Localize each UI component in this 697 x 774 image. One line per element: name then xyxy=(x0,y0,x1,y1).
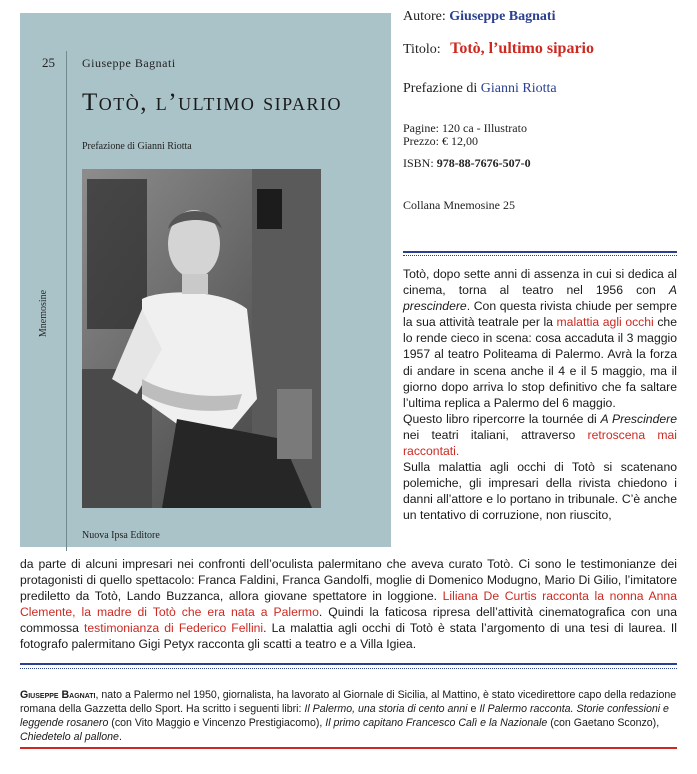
bio-name: Giuseppe Bagnati xyxy=(20,689,96,701)
text-run: . Quindi la faticosa ripresa dell’attività cinematografica con una commossa xyxy=(20,605,677,636)
collana-text: Collana Mnemosine 25 xyxy=(403,198,515,212)
text-run: A Prescindere xyxy=(600,411,677,426)
text-run: . Con questa rivista chiude per sempre la sua attività teatrale per la xyxy=(403,299,677,330)
isbn-label: ISBN: xyxy=(403,156,434,170)
price-text: Prezzo: € 12,00 xyxy=(403,134,478,148)
text-run: nei teatri italiani, attraverso xyxy=(403,427,588,442)
book-cover xyxy=(20,13,391,547)
text-run: (con Gaetano Sconzo), xyxy=(547,717,660,730)
title-label: Titolo: xyxy=(403,42,441,57)
preface-line xyxy=(403,81,557,97)
portrait-photo-icon xyxy=(82,169,321,508)
paragraph-1 xyxy=(403,266,677,411)
text-run: Totò, dopo sette anni di assenza in cui si dedica al cinema, torna al teatro nel 1956 con xyxy=(403,267,677,298)
preface-name: Gianni Riotta xyxy=(480,81,557,96)
text-run: Questo libro ripercorre la tournée di xyxy=(403,411,601,426)
cover-number: 25 xyxy=(42,55,55,70)
cover-series xyxy=(36,243,50,393)
divider-blue-bottom xyxy=(20,663,677,665)
cover-preface: Prefazione di Gianni Riotta xyxy=(82,141,192,152)
cover-title: Totò, l’ultimo sipario xyxy=(82,89,343,116)
author-line xyxy=(403,9,555,25)
highlight-text: Liliana De Curtis racconta la nonna Anna Clemente, la madre di Totò che era nata a Palermo xyxy=(20,589,677,620)
divider-red xyxy=(20,747,677,749)
cover-publisher: Nuova Ipsa Editore xyxy=(82,530,160,541)
text-run: che lo rende cieco in scena: cosa accaduta il 3 maggio 1957 al teatro Politeama di Palermo. Avrà la forza di andare in scena anche il 4 e il 5 maggio, ma il giorno dopo arriva lo stop definitivo che fa saltare l’ultima replica a Palermo del 6 maggio. xyxy=(403,315,677,410)
divider-dotted-bottom xyxy=(20,668,677,669)
text-run: . xyxy=(118,731,122,744)
author-label: Autore: xyxy=(403,9,446,24)
book-ref: Chiedetelo al pallone xyxy=(20,731,119,744)
cover-series-label: Mnemosine xyxy=(38,289,49,338)
text-run: , nato a Palermo nel 1950, giornalista, ha lavorato al Giornale di Sicilia, al Mattino, è stato vicedirettore capo della redazione romana della Gazzetta dello Sport. Ha scritto i seguenti libri: xyxy=(20,689,677,716)
paragraph-4 xyxy=(20,556,677,653)
title-line xyxy=(403,40,594,58)
description-continued xyxy=(20,556,677,653)
author-name: Giuseppe Bagnati xyxy=(449,9,556,24)
text-run: da parte di alcuni impresari nei confronti dell’oculista palermitano che aveva curato Totò. Ci sono le testimonianze dei protagonisti di quello spettacolo: Franca Faldini, Franca Gandolfi, moglie di Domenico Modugno, Mario Di Gilio, l’imitatore prediletto da Totò, Lando Buzzanca, allora giovane spettatore in loggione. xyxy=(20,557,677,604)
paragraph-2 xyxy=(403,411,677,459)
book-ref: Il primo capitano Francesco Calì e la Nazionale xyxy=(325,717,548,730)
divider-dotted xyxy=(403,255,677,256)
text-run: (con Vito Maggio e Vincenzo Prestigiacomo), xyxy=(108,717,326,730)
isbn-value: 978-88-7676-507-0 xyxy=(436,156,531,170)
isbn-line xyxy=(403,156,531,171)
highlight-text: testimonianza di Federico Fellini xyxy=(84,621,264,636)
book-ref: Il Palermo, una storia di cento anni xyxy=(304,703,468,716)
book-ref: Il Palermo racconta. Storie confessioni e leggende rosanero xyxy=(20,703,669,730)
author-bio xyxy=(20,688,677,744)
cover-author: Giuseppe Bagnati xyxy=(82,56,176,70)
preface-label: Prefazione di xyxy=(403,81,478,96)
description-column xyxy=(403,266,677,524)
text-run: A prescindere xyxy=(403,283,677,314)
divider-blue xyxy=(403,251,677,253)
paragraph-3: Sulla malattia agli occhi di Totò si scatenano polemiche, gli impresari della rivista chiedono i danni all’attore e lo portano in tribunale. C’è anche un tentativo di corruzione, non riuscito, xyxy=(403,460,677,523)
highlight-text: malattia agli occhi xyxy=(556,315,654,330)
text-run: . La malattia agli occhi di Totò è stata l’argomento di una tesi di laurea. Il fotografo palermitano Gigi Petyx racconta gli scatti a teatro e a Villa Igiea. xyxy=(20,621,677,652)
pages-info xyxy=(403,122,527,148)
text-run: e xyxy=(467,703,480,716)
book-title: Totò, l’ultimo sipario xyxy=(450,40,594,57)
highlight-text: retroscena mai raccontati. xyxy=(403,427,678,459)
pages-text: Pagine: 120 ca - Illustrato xyxy=(403,121,527,135)
cover-divider xyxy=(66,51,67,551)
